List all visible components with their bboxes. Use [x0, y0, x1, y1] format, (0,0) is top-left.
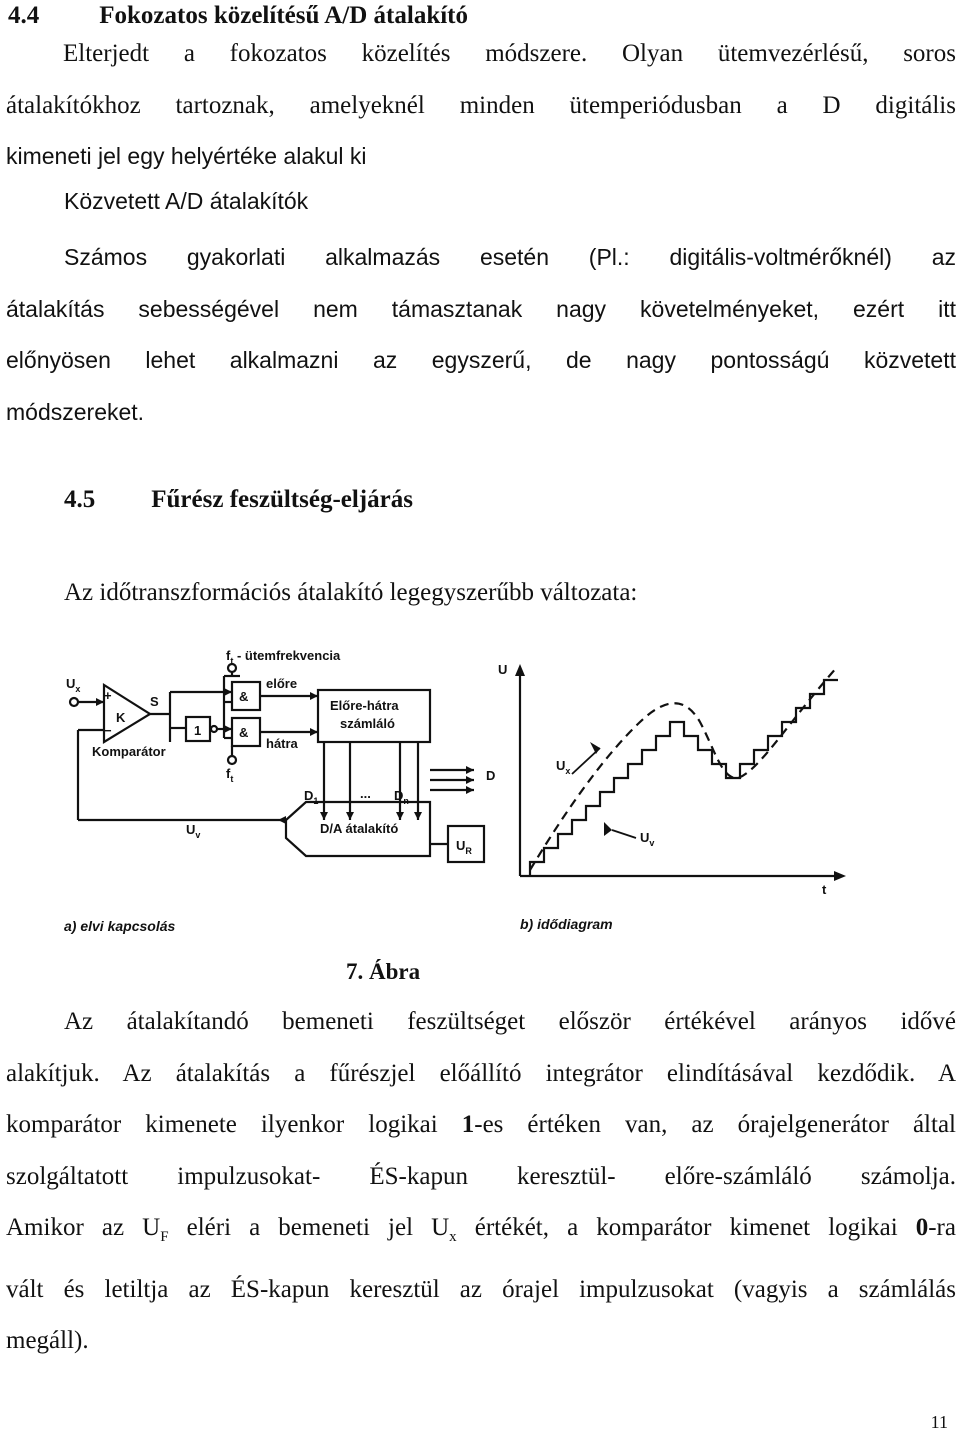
paragraph-line: átalakítókhoz tartoznak, amelyeknél minden ütemperiódusban a D digitális — [6, 91, 956, 119]
section-heading-4-5 — [64, 486, 413, 514]
paragraph-line: átalakítás sebességével nem támasztanak nagy követelményeket, ezért itt — [6, 295, 956, 322]
section-title: Fokozatos közelítésű A/D átalakító — [99, 2, 468, 29]
paragraph-line — [6, 1202, 956, 1264]
paragraph-line: alakítjuk. Az átalakítás a fűrészjel előállító integrátor elindításával kezdődik. A — [6, 1059, 956, 1087]
paragraph-line: Elterjedt a fokozatos közelítés módszere. Olyan ütemvezérlésű, soros — [63, 40, 956, 67]
subscript: F — [160, 1229, 169, 1245]
paragraph-line: Számos gyakorlati alkalmazás esetén (Pl.: digitális-voltmérőknél) az — [64, 244, 956, 270]
ux-curve — [530, 666, 838, 870]
section-heading-4-4 — [8, 2, 468, 30]
section-number: 4.5 — [64, 486, 96, 513]
timing-ux-label: $U_x$ — [556, 758, 571, 776]
d1-label: $D_1$ — [304, 788, 319, 806]
paragraph-line: előnyösen lehet alkalmazni az egyszerű, de nagy pontosságú közvetett — [6, 347, 956, 373]
plus-label: + — [104, 688, 112, 703]
paragraph-line: szolgáltatott impulzusokat- ÉS-kapun keresztül- előre-számláló számolja. — [6, 1162, 956, 1190]
text-span: eléri a bemeneti jel U — [168, 1214, 450, 1241]
figure-label: 7. Ábra — [346, 959, 421, 984]
timing-uv-label: $U_v$ — [640, 830, 655, 848]
bold-value: 0 — [915, 1214, 929, 1241]
paragraph-line: Az átalakítandó bemeneti feszültséget először értékével arányos idővé — [64, 1008, 956, 1035]
section-4-5-intro: Az időtranszformációs átalakító legegyszerűbb változata: — [64, 579, 638, 606]
u-axis-label: U — [498, 662, 508, 677]
bold-value: 1 — [461, 1111, 475, 1138]
dn-label: $D_n$ — [394, 788, 409, 806]
uv-label: $U_v$ — [186, 822, 201, 840]
indirect-heading: Közvetett A/D átalakítók — [64, 188, 309, 214]
d-output-label: D — [486, 768, 496, 783]
inverter-label: 1 — [194, 723, 202, 738]
k-label: K — [116, 710, 126, 725]
text-span: értékét, a komparátor kimenet logikai — [456, 1214, 916, 1241]
and2-label: & — [239, 725, 249, 740]
text-span: -es értéken van, az órajelgenerátor által — [474, 1111, 956, 1138]
ur-label: $U_R$ — [456, 838, 472, 856]
section-4-4-paragraph — [6, 28, 956, 183]
text-span: komparátor kimenete ilyenkor logikai — [6, 1111, 462, 1138]
counter-label-1: Előre-hátra — [330, 698, 399, 713]
ur-box — [448, 826, 484, 862]
page-number: 11 — [930, 1412, 948, 1432]
paragraph-line — [6, 1099, 956, 1151]
ft-label: $f_t$ - ütemfrekvencia — [226, 648, 341, 666]
paragraph-line: módszereket. — [6, 398, 145, 425]
ux-terminal — [70, 698, 78, 706]
indirect-paragraph — [6, 232, 956, 438]
subscript: x — [449, 1229, 457, 1245]
paragraph-line: kimeneti jel egy helyértéke alakul ki — [6, 143, 367, 169]
section-number: 4.4 — [8, 2, 40, 29]
minus-label: − — [104, 723, 112, 738]
paragraph-line: megáll). — [6, 1327, 89, 1354]
s-label: S — [150, 694, 159, 709]
caption-b: b) idődiagram — [520, 916, 613, 932]
ux-label: $U_x$ — [66, 676, 81, 694]
t-axis-label: t — [822, 882, 827, 897]
ft2-label: $f_t$ — [226, 766, 234, 784]
uv-staircase — [530, 680, 838, 876]
counter-label-2: számláló — [340, 716, 395, 731]
body-paragraph — [6, 996, 956, 1367]
text-span: -ra — [928, 1214, 956, 1241]
paragraph-line: vált és letiltja az ÉS-kapun keresztül az órajel impulzusokat (vagyis a számlálás — [6, 1275, 956, 1303]
komparator-label: Komparátor — [92, 744, 166, 759]
elore-label: előre — [266, 676, 298, 691]
text-span: Amikor az U — [6, 1214, 161, 1241]
figure-7 — [0, 630, 960, 940]
caption-a: a) elvi kapcsolás — [64, 918, 176, 934]
dots-label: ... — [360, 786, 371, 801]
and1-label: & — [239, 689, 249, 704]
section-title: Fűrész feszültség-eljárás — [151, 486, 413, 513]
dac-label: D/A átalakító — [320, 821, 399, 836]
hatra-label: hátra — [266, 736, 298, 751]
